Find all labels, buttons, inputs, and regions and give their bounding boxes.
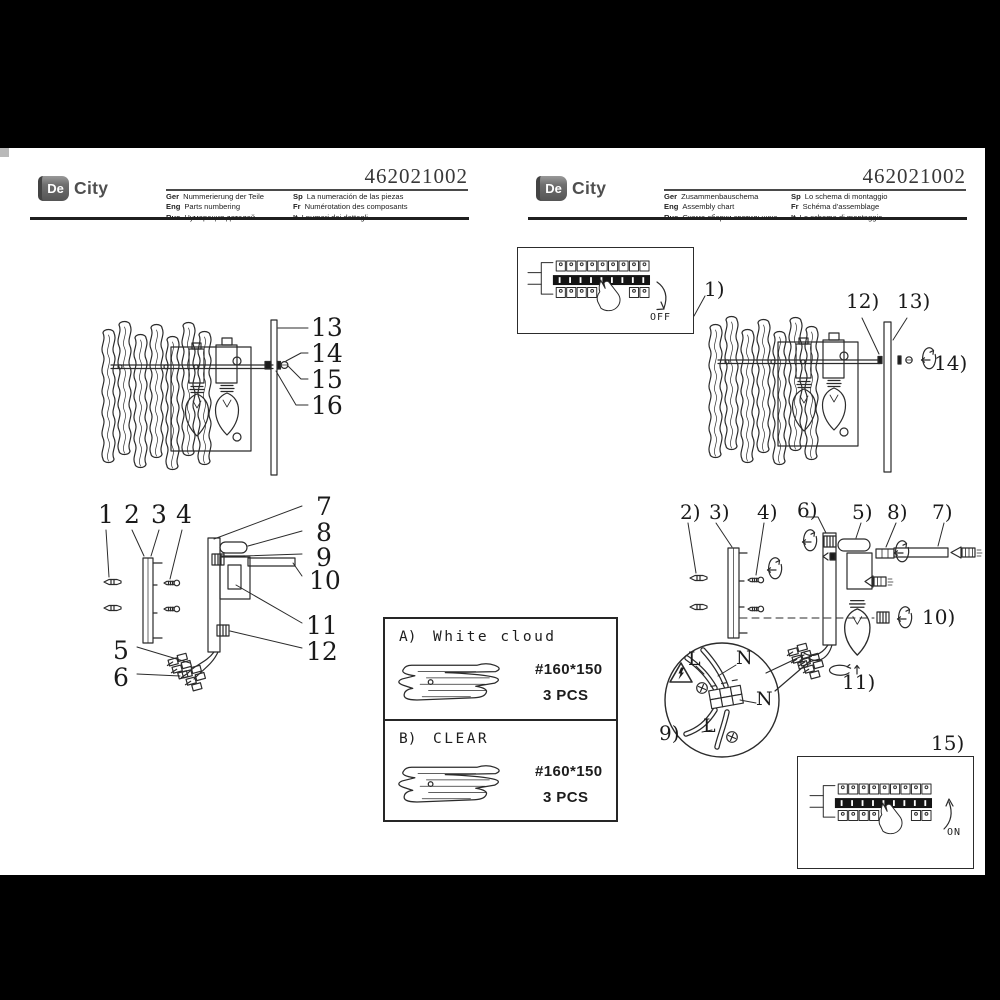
callout-16: 16: [311, 391, 343, 420]
step-label-11: 11): [842, 670, 876, 694]
brand-logo-box-label: De: [47, 181, 64, 196]
step-label-8: 8): [887, 500, 908, 524]
language-text: Schéma d'assemblage: [802, 202, 880, 212]
callout-10: 10: [309, 566, 341, 595]
language-text: Numérotation des composants: [304, 202, 408, 212]
scan-border-right: [985, 148, 1000, 875]
step-label-14: 14): [934, 351, 968, 375]
wire-label-n-top: N: [736, 647, 753, 669]
language-code: Ger: [166, 192, 180, 201]
callout-5: 5: [113, 636, 129, 665]
wire-label-l-bottom: L: [703, 715, 716, 737]
scan-artifact-notch: [0, 148, 9, 157]
language-row: [664, 202, 778, 212]
language-row: [293, 202, 408, 212]
language-text: Parts numbering: [184, 202, 241, 212]
callout-1: 1: [98, 500, 114, 529]
language-text: Zusammenbauschema: [681, 192, 759, 201]
scan-border-bottom: [0, 875, 1000, 1000]
callout-7: 7: [316, 492, 332, 521]
language-code: Eng: [664, 202, 679, 212]
language-row: [166, 202, 264, 212]
callout-13: 13: [311, 313, 343, 342]
shade-option-key: A): [399, 629, 417, 645]
callout-8: 8: [316, 518, 332, 547]
shade-quantity: 3 PCS: [543, 789, 589, 806]
wall-lamp-drawing-left: [95, 305, 315, 495]
step-label-12: 12): [846, 289, 880, 313]
breaker-on-drawing: [798, 757, 972, 867]
part-number-left: 462021002: [364, 164, 468, 188]
wall-lamp-drawing-right: [655, 290, 968, 490]
brand-logo-right: [536, 176, 606, 201]
step-label-5: 5): [852, 500, 873, 524]
step-label-2: 2): [680, 500, 701, 524]
callout-11: 11: [306, 611, 338, 640]
shade-options-box: [383, 617, 618, 822]
header-rule-left: [30, 217, 469, 220]
shade-size: #160*150: [535, 763, 603, 780]
shade-quantity: 3 PCS: [543, 687, 589, 704]
wire-label-l-top: L: [688, 648, 701, 670]
language-row: [791, 192, 887, 202]
callout-2: 2: [124, 500, 140, 529]
shade-option-key: B): [399, 731, 417, 747]
header-underline-left: [166, 189, 468, 191]
step-label-7: 7): [932, 500, 953, 524]
language-text: La numeración de las piezas: [306, 192, 404, 201]
header-rule-right: [528, 217, 967, 220]
callout-6: 6: [113, 663, 129, 692]
callout-12: 12: [306, 637, 338, 666]
step-label-15: 15): [931, 731, 965, 755]
brand-logo-text: City: [572, 178, 607, 198]
language-row: [293, 192, 408, 202]
header-underline-right: [664, 189, 966, 191]
glass-piece-drawing: [393, 655, 523, 711]
callout-9: 9: [316, 543, 332, 572]
step-label-10: 10): [922, 605, 956, 629]
scan-border-top: [0, 0, 1000, 148]
brand-logo-box-label: De: [545, 181, 562, 196]
language-text: Nummerierung der Teile: [183, 192, 264, 201]
step-label-9: 9): [659, 721, 680, 745]
language-code: Fr: [293, 202, 301, 212]
step-label-1: 1): [704, 277, 725, 301]
shade-option-name: CLEAR: [433, 731, 490, 747]
callout-14: 14: [311, 339, 343, 368]
wire-label-n-mid: N: [756, 688, 773, 710]
brand-logo-box: [38, 176, 69, 201]
step-label-6: 6): [797, 498, 818, 522]
shade-option-name: White cloud: [433, 629, 557, 645]
glass-piece-drawing: [393, 757, 523, 813]
language-row: [791, 202, 887, 212]
language-code: Eng: [166, 202, 181, 212]
language-text: Lo schema di montaggio: [804, 192, 888, 201]
callout-15: 15: [311, 365, 343, 394]
language-code: Sp: [293, 192, 303, 201]
shade-size: #160*150: [535, 661, 603, 678]
language-code: Sp: [791, 192, 801, 201]
language-row: [664, 192, 778, 202]
callout-3: 3: [151, 500, 167, 529]
brand-logo-box: [536, 176, 567, 201]
brand-logo-text: City: [74, 178, 109, 198]
power-off-label: OFF: [650, 312, 672, 323]
step-label-13: 13): [897, 289, 931, 313]
language-code: Ger: [664, 192, 678, 201]
brand-logo-left: [38, 176, 108, 201]
shade-option-b: [385, 719, 616, 821]
language-text: Assembly chart: [682, 202, 735, 212]
power-on-label: ON: [947, 827, 962, 838]
step-label-4: 4): [757, 500, 778, 524]
breaker-on-inset: [797, 756, 974, 869]
language-row: [166, 192, 264, 202]
language-code: Fr: [791, 202, 799, 212]
part-number-right: 462021002: [862, 164, 966, 188]
step-label-3: 3): [709, 500, 730, 524]
shade-option-a: [385, 619, 616, 719]
callout-4: 4: [176, 500, 192, 529]
